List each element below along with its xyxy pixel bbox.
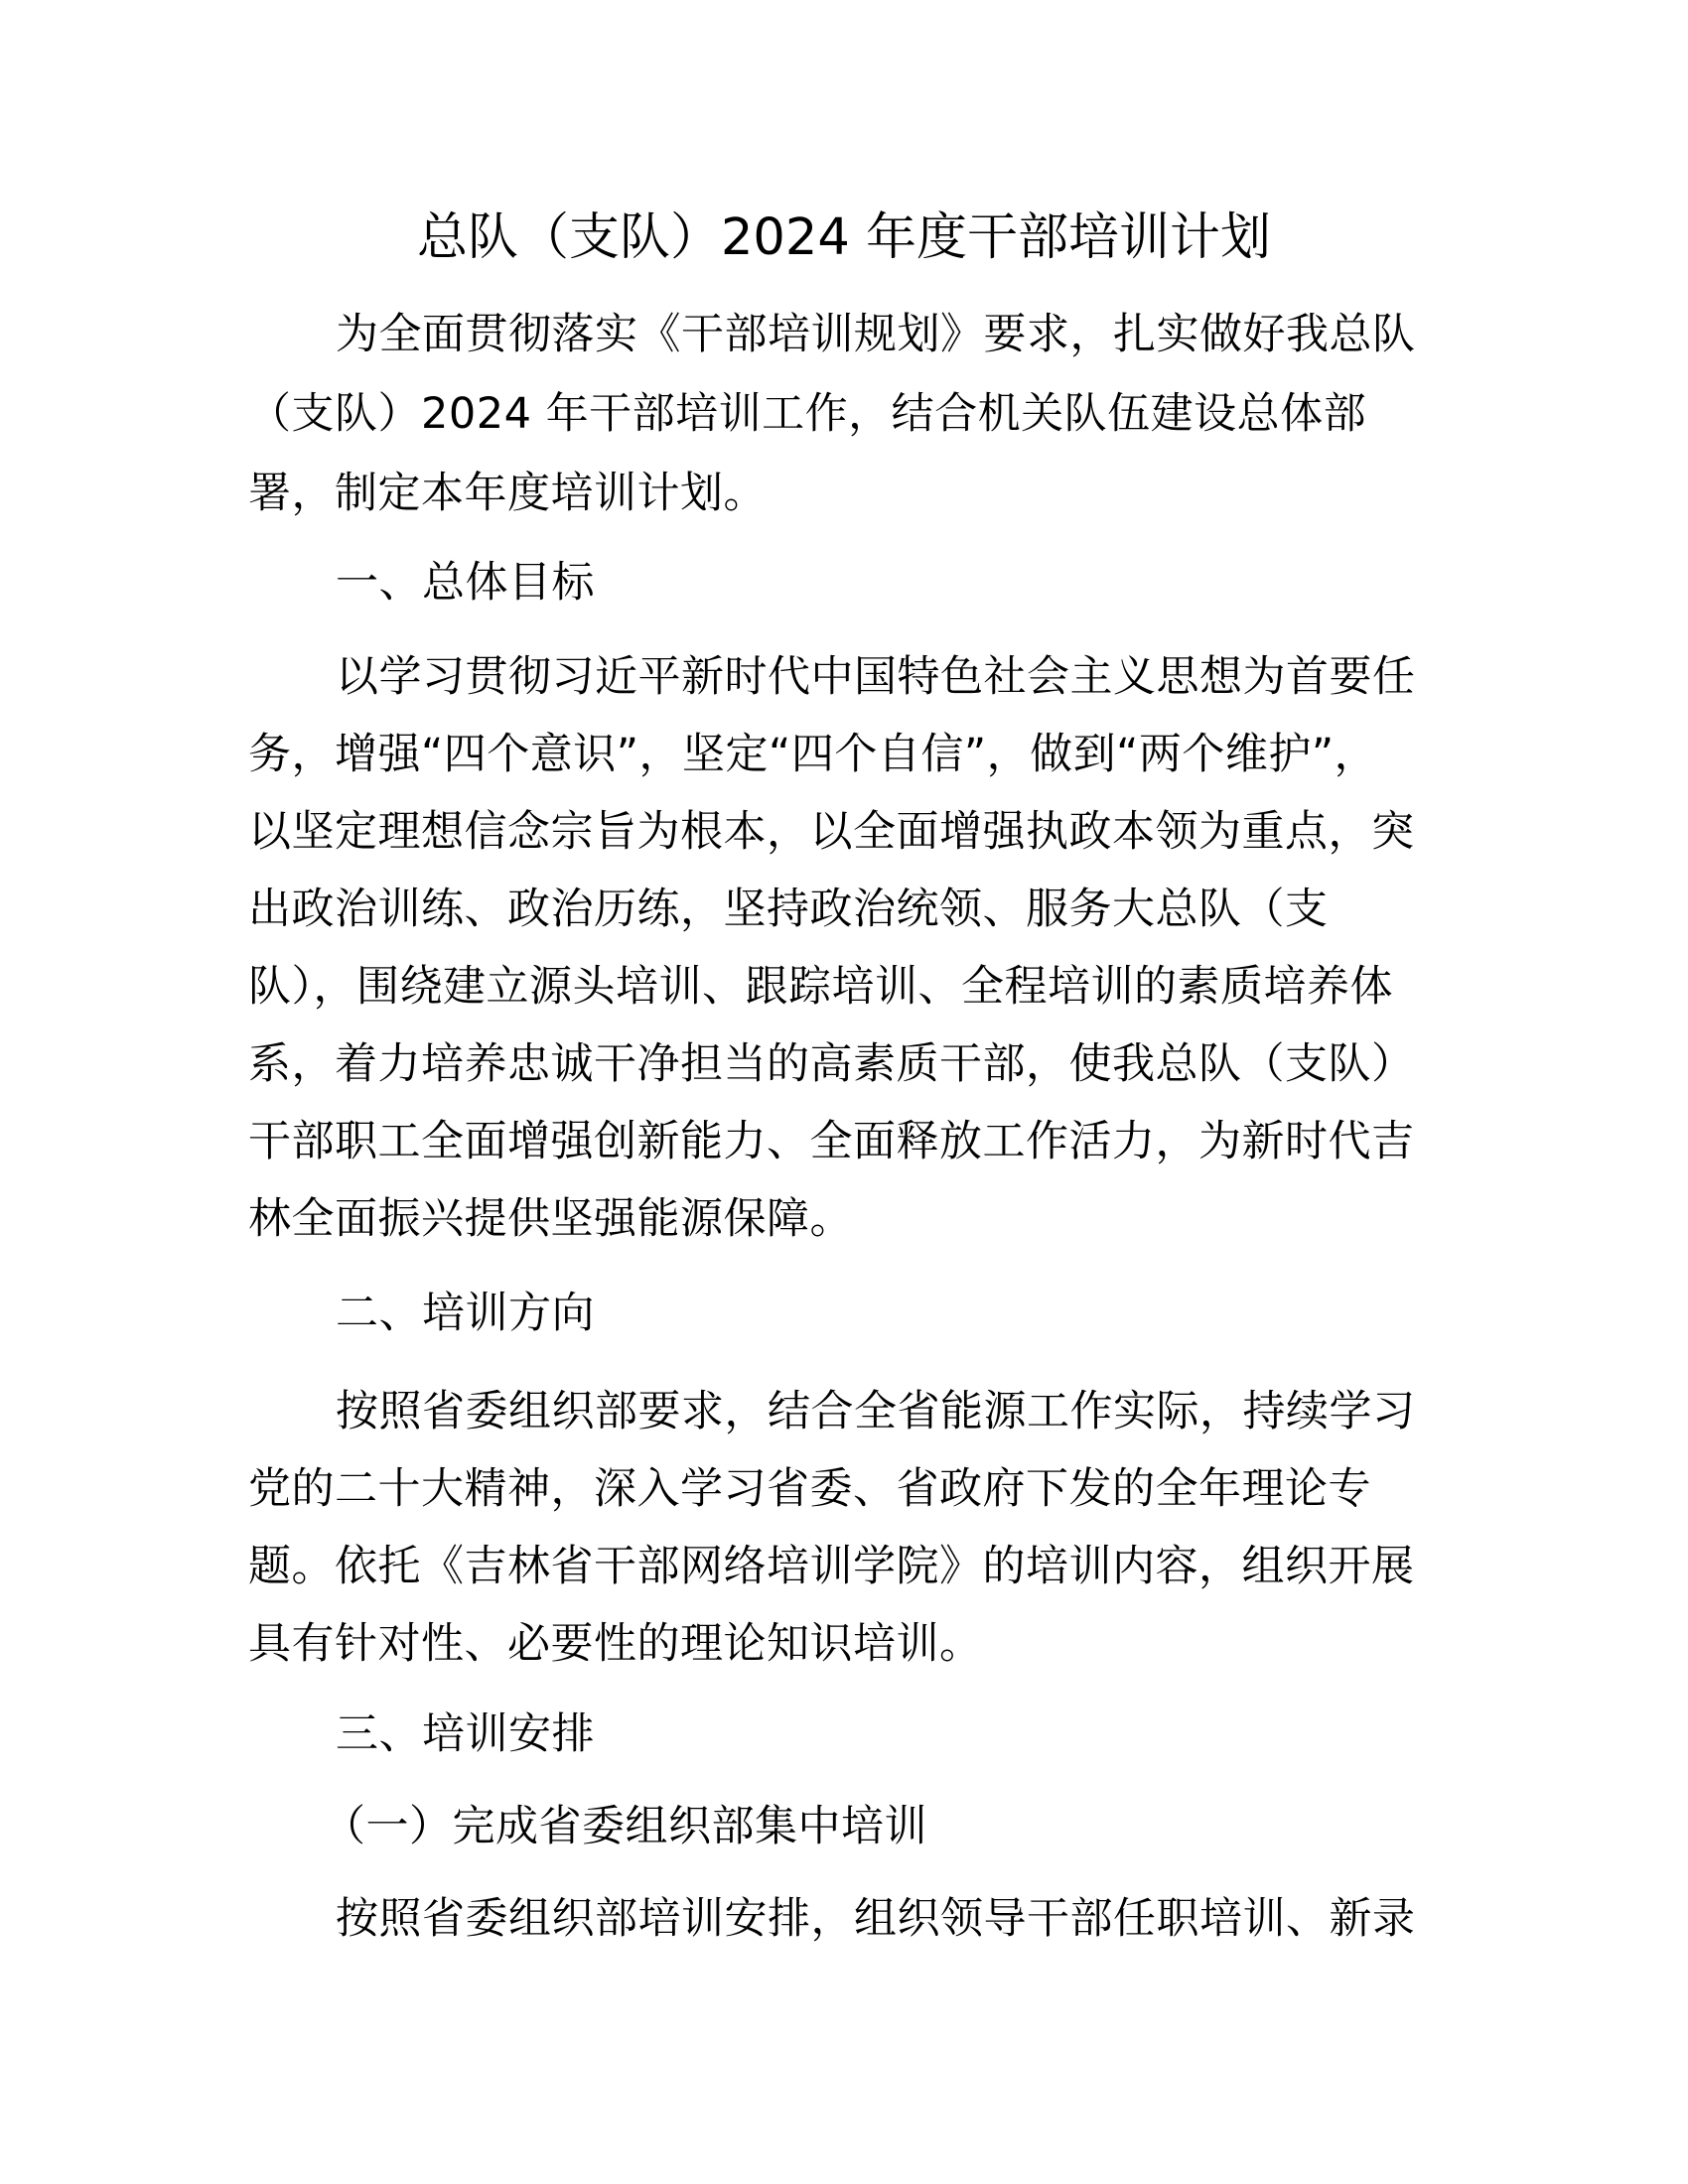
section1-line-4: 出政治训练、政治历练，坚持政治统领、服务大总队（支 — [248, 885, 1329, 934]
document-title: 总队（支队）2024 年度干部培训计划 — [416, 208, 1271, 267]
intro-line-1: 为全面贯彻落实《干部培训规划》要求，扎实做好我总队 — [336, 310, 1416, 359]
section1-line-5: 队），围绕建立源头培训、跟踪培训、全程培训的素质培养体 — [248, 962, 1393, 1012]
section1-line-1: 以学习贯彻习近平新时代中国特色社会主义思想为首要任 — [336, 652, 1416, 702]
section2-line-2: 党的二十大精神，深入学习省委、省政府下发的全年理论专 — [248, 1464, 1371, 1514]
section-heading-1: 一、总体目标 — [336, 558, 595, 608]
section-heading-2: 二、培训方向 — [336, 1289, 595, 1338]
intro-line-2: （支队）2024 年干部培训工作，结合机关队伍建设总体部 — [248, 389, 1367, 439]
section2-line-3: 题。依托《吉林省干部网络培训学院》的培训内容，组织开展 — [248, 1542, 1415, 1591]
section1-line-2: 务，增强“四个意识”，坚定“四个自信”，做到“两个维护”， — [248, 730, 1378, 779]
section1-line-3: 以坚定理想信念宗旨为根本，以全面增强执政本领为重点，突 — [248, 807, 1415, 857]
subsection-heading-3-1: （一）完成省委组织部集中培训 — [323, 1802, 927, 1851]
section1-line-8: 林全面振兴提供坚强能源保障。 — [248, 1194, 853, 1244]
section1-line-6: 系，着力培养忠诚干净担当的高素质干部，使我总队（支队） — [248, 1039, 1415, 1089]
section-heading-3: 三、培训安排 — [336, 1709, 595, 1759]
section2-line-4: 具有针对性、必要性的理论知识培训。 — [248, 1619, 983, 1669]
section1-line-7: 干部职工全面增强创新能力、全面释放工作活力，为新时代吉 — [248, 1117, 1415, 1166]
section2-line-1: 按照省委组织部要求，结合全省能源工作实际，持续学习 — [336, 1387, 1416, 1436]
intro-line-3: 署，制定本年度培训计划。 — [248, 469, 767, 518]
subsection3-1-line-1: 按照省委组织部培训安排，组织领导干部任职培训、新录 — [336, 1894, 1416, 1944]
